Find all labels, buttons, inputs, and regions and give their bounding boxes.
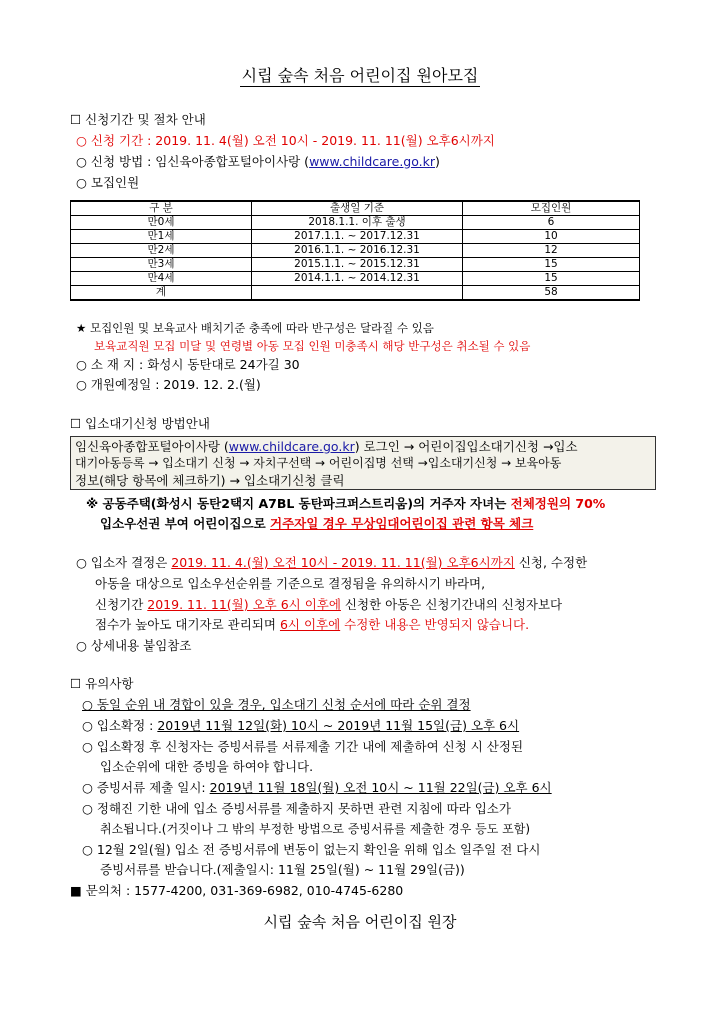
table-cell: 만2세	[71, 244, 252, 258]
procedure-line: 임신육아종합포털아이사랑 (www.childcare.go.kr) 로그인 → 어린이집입소대기신청 →입소	[75, 439, 578, 454]
table-cell: 만1세	[71, 230, 252, 244]
priority-notice-line1: ※ 공동주택(화성시 동탄2택지 A7BL 동탄파크퍼스트리움)의 거주자 자녀는 전체정원의 70%	[86, 496, 606, 511]
note-item-documents-cont: 입소순위에 대한 증빙을 하여야 합니다.	[100, 759, 314, 774]
table-cell: 2015.1.1. ~ 2015.12.31	[252, 258, 463, 272]
priority-notice-line2: 입소우선권 부여 어린이집으로 거주자일 경우 무상임대어린이집 관련 항목 체크	[100, 516, 534, 531]
table-header-row	[71, 201, 640, 216]
procedure-line: 정보(해당 항목에 체크하기) → 입소대기신청 클릭	[75, 473, 345, 488]
table-cell: 15	[463, 272, 640, 286]
table-row	[71, 272, 640, 286]
note-item-recheck-cont: 증빙서류를 받습니다.(제출일시: 11월 25일(월) ~ 11월 29일(금))	[100, 862, 465, 877]
recruitment-table	[70, 200, 640, 301]
decision-line2: 아동을 대상으로 입소우선순위를 기준으로 결정됨을 유의하시기 바라며,	[95, 576, 486, 591]
table-row	[71, 258, 640, 272]
decision-line3: 신청기간 2019. 11. 11(월) 오후 6시 이후에 신청한 아동은 신청기간내의 신청자보다	[95, 597, 563, 612]
childcare-link[interactable]: www.childcare.go.kr	[309, 154, 436, 169]
application-period: ○ 신청 기간 : 2019. 11. 4(월) 오전 10시 - 2019. 11. 11(월) 오후6시까지	[76, 133, 495, 148]
table-cell: 2016.1.1. ~ 2016.12.31	[252, 244, 463, 258]
table-cell	[252, 286, 463, 301]
decision-line4: 점수가 높아도 대기자로 관리되며 6시 이후에 수정한 내용은 반영되지 않습니다.	[95, 617, 530, 632]
decision-line1: ○ 입소자 결정은 2019. 11. 4.(월) 오전 10시 - 2019. 11. 11(월) 오후6시까지 신청, 수정한	[76, 555, 588, 570]
table-cell: 2014.1.1. ~ 2014.12.31	[252, 272, 463, 286]
note-item-submission: ○ 증빙서류 제출 일시: 2019년 11월 18일(월) 오전 10시 ~ 11월 22일(금) 오후 6시	[82, 780, 552, 795]
table-cell: 10	[463, 230, 640, 244]
note-item-confirm: ○ 입소확정 : 2019년 11월 12일(화) 10시 ~ 2019년 11월 15일(금) 오후 6시	[82, 718, 520, 733]
table-row	[71, 230, 640, 244]
note-item-documents: ○ 입소확정 후 신청자는 증빙서류를 서류제출 기간 내에 제출하여 신청 시 산정된	[82, 739, 524, 754]
signature: 시립 숲속 처음 어린이집 원장	[263, 913, 457, 931]
address: ○ 소 재 지 : 화성시 동탄대로 24가길 30	[76, 357, 300, 372]
opening-date: ○ 개원예정일 : 2019. 12. 2.(월)	[76, 377, 261, 392]
note-cancellation: 보육교직원 모집 미달 및 연령별 아동 모집 인원 미충족시 해당 반구성은 취소될 수 있음	[94, 339, 531, 353]
section-heading-waitlist: ☐ 입소대기신청 방법안내	[70, 416, 210, 431]
total-label: 계	[71, 286, 252, 301]
table-cell: 2018.1.1. 이후 출생	[252, 216, 463, 230]
childcare-link[interactable]: www.childcare.go.kr	[228, 439, 355, 454]
section-heading-application: ☐ 신청기간 및 절차 안내	[70, 112, 206, 127]
table-cell: 만4세	[71, 272, 252, 286]
section-heading-notes: ☐ 유의사항	[70, 676, 134, 691]
table-cell: 6	[463, 216, 640, 230]
page-title: 시립 숲속 처음 어린이집 원아모집	[241, 66, 479, 85]
table-total-row	[71, 286, 640, 301]
waitlist-procedure-box	[70, 436, 656, 490]
note-item-deadline: ○ 정해진 기한 내에 입소 증빙서류를 제출하지 못하면 관련 지침에 따라 입소가	[82, 801, 511, 816]
note-item-recheck: ○ 12월 2일(월) 입소 전 증빙서류에 변동이 없는지 확인을 위해 입소 일주일 전 다시	[82, 842, 541, 857]
procedure-line: 대기아동등록 → 입소대기 신청 → 자치구선택 → 어린이집명 선택 →입소대기신청 → 보육아동	[75, 456, 562, 470]
recruit-label: ○ 모집인원	[76, 175, 140, 190]
contact-info: ■ 문의처 : 1577-4200, 031-369-6982, 010-4745-6280	[70, 883, 404, 898]
table-cell: 만3세	[71, 258, 252, 272]
note-item-rank: ○ 동일 순위 내 경합이 있을 경우, 입소대기 신청 순서에 따라 순위 결정	[82, 697, 471, 712]
table-header: 구 분	[71, 201, 252, 216]
note-class-composition: ★ 모집인원 및 보육교사 배치기준 충족에 따라 반구성은 달라질 수 있음	[76, 321, 434, 335]
table-header: 출생일 기준	[252, 201, 463, 216]
note-item-deadline-cont: 취소됩니다.(거짓이나 그 밖의 부정한 방법으로 증빙서류를 제출한 경우 등도 포함)	[100, 822, 531, 836]
table-cell: 만0세	[71, 216, 252, 230]
detail-reference: ○ 상세내용 붙임참조	[76, 638, 192, 653]
application-method: ○ 신청 방법 : 임신육아종합포털아이사랑 (www.childcare.go.kr)	[76, 154, 440, 169]
table-row	[71, 244, 640, 258]
table-header: 모집인원	[463, 201, 640, 216]
table-cell: 2017.1.1. ~ 2017.12.31	[252, 230, 463, 244]
total-value: 58	[463, 286, 640, 301]
table-row	[71, 216, 640, 230]
table-cell: 15	[463, 258, 640, 272]
table-cell: 12	[463, 244, 640, 258]
